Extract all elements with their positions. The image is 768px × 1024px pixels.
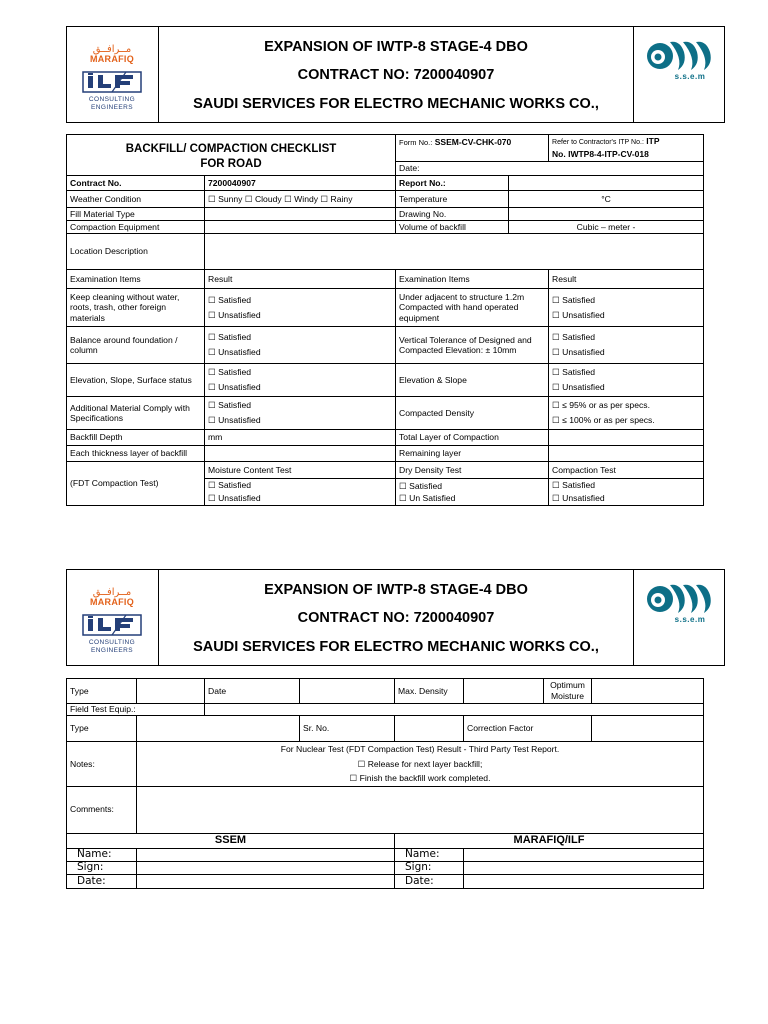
correction-factor-value[interactable] xyxy=(592,716,704,742)
itp-label: Refer to Contractor's ITP No.: xyxy=(552,139,644,146)
max-density-label: Max. Density xyxy=(395,679,464,704)
ilf-logo-icon xyxy=(82,71,142,93)
temperature-label: Temperature xyxy=(396,191,509,208)
total-layer-value[interactable] xyxy=(549,430,704,446)
ssem-logo-icon xyxy=(646,38,712,70)
total-layer-label: Total Layer of Compaction xyxy=(396,430,549,446)
correction-factor-label: Correction Factor xyxy=(464,716,592,742)
ilf-logo-icon xyxy=(82,614,142,636)
client-name-value[interactable] xyxy=(464,848,704,861)
unsatisfied-checkbox[interactable]: ☐ Unsatisfied xyxy=(208,493,261,503)
form-no-cell xyxy=(396,135,549,162)
result-header-right: Result xyxy=(549,270,704,289)
exam-items-header-left: Examination Items xyxy=(67,270,205,289)
exam-item-compacted-density: Compacted Density xyxy=(396,397,549,430)
ilf-consulting-text: CONSULTING xyxy=(88,639,136,646)
unsatisfied-checkbox[interactable]: ☐ Unsatisfied xyxy=(552,493,605,503)
optimum-moisture-value[interactable] xyxy=(592,679,704,704)
equip-type-value[interactable] xyxy=(137,716,300,742)
document-header-page2 xyxy=(66,569,725,666)
result-additional-material[interactable] xyxy=(205,397,396,430)
report-no-value[interactable] xyxy=(509,176,704,191)
fill-material-value[interactable] xyxy=(205,208,396,221)
unsatisfied-checkbox[interactable]: ☐ Unsatisfied xyxy=(552,382,605,392)
exam-item-adjacent: Under adjacent to structure 1.2m Compacted with hand operated equipment xyxy=(396,289,549,327)
ssem-sign-value[interactable] xyxy=(137,861,395,874)
unsatisfied-checkbox[interactable]: ☐ Unsatisfied xyxy=(552,309,605,320)
report-no-label: Report No.: xyxy=(396,176,509,191)
exam-item-additional-material: Additional Material Comply with Specifications xyxy=(67,397,205,430)
each-thickness-label: Each thickness layer of backfill xyxy=(67,446,205,462)
form-no-value: SSEM-CV-CHK-070 xyxy=(434,137,512,147)
project-title: EXPANSION OF IWTP-8 STAGE-4 DBO xyxy=(264,39,528,55)
satisfied-checkbox[interactable]: ☐ Satisfied xyxy=(552,480,596,490)
test-results-table xyxy=(66,678,704,889)
result-compaction[interactable] xyxy=(549,479,704,506)
unsatisfied-checkbox[interactable]: ☐ Unsatisfied xyxy=(208,415,261,425)
result-dry-density[interactable] xyxy=(396,479,549,506)
client-date-label: Date: xyxy=(395,874,464,888)
ssem-name-value[interactable] xyxy=(137,848,395,861)
ssem-logo-icon xyxy=(646,581,712,613)
date-value[interactable] xyxy=(300,679,395,704)
compaction-equipment-value[interactable] xyxy=(205,221,396,234)
ssem-logo-text: s.s.e.m xyxy=(674,615,706,624)
location-label: Location Description xyxy=(67,234,205,270)
notes-label: Notes: xyxy=(67,742,137,787)
compaction-test-label: Compaction Test xyxy=(549,462,704,479)
volume-label: Volume of backfill xyxy=(396,221,509,234)
ilf-consulting-text: CONSULTING xyxy=(88,96,136,103)
satisfied-checkbox[interactable]: ☐ Satisfied xyxy=(208,367,252,377)
document-header xyxy=(66,26,725,123)
ssem-logo-text: s.s.e.m xyxy=(674,72,706,81)
client-logos xyxy=(67,27,159,122)
sr-no-value[interactable] xyxy=(395,716,464,742)
weather-options[interactable]: ☐ Sunny ☐ Cloudy ☐ Windy ☐ Rainy xyxy=(205,191,396,208)
temperature-unit[interactable]: °C xyxy=(509,191,704,208)
backfill-depth-label: Backfill Depth xyxy=(67,430,205,446)
itp-value-part1: ITP xyxy=(646,136,660,146)
checklist-title-line2: FOR ROAD xyxy=(200,157,262,170)
contract-no-value: 7200040907 xyxy=(205,176,396,191)
comments-value[interactable] xyxy=(137,786,704,833)
each-thickness-value[interactable] xyxy=(205,446,396,462)
company-title: SAUDI SERVICES FOR ELECTRO MECHANIC WORKS CO., xyxy=(193,639,599,655)
result-elevation-slope[interactable] xyxy=(549,364,704,397)
remaining-layer-value[interactable] xyxy=(549,446,704,462)
exam-items-header-right: Examination Items xyxy=(396,270,549,289)
form-no-label: Form No.: xyxy=(399,138,433,147)
result-moisture[interactable] xyxy=(205,479,396,506)
fdt-label: (FDT Compaction Test) xyxy=(67,462,205,506)
checklist-table xyxy=(66,134,704,506)
backfill-depth-value[interactable]: mm xyxy=(205,430,396,446)
contractor-logo xyxy=(633,570,724,665)
client-logos xyxy=(67,570,159,665)
satisfied-checkbox[interactable]: ☐ Satisfied xyxy=(399,481,443,491)
client-date-value[interactable] xyxy=(464,874,704,888)
result-elevation-surface[interactable] xyxy=(205,364,396,397)
exam-item-elevation-slope: Elevation & Slope xyxy=(396,364,549,397)
exam-item-balance: Balance around foundation / column xyxy=(67,327,205,364)
contractor-logo xyxy=(633,27,724,122)
marafiq-arabic-logo-text: مــرافــق xyxy=(92,44,132,55)
compaction-equipment-label: Compaction Equipment xyxy=(67,221,205,234)
location-value[interactable] xyxy=(205,234,704,270)
contract-title: CONTRACT NO: 7200040907 xyxy=(297,67,495,83)
result-balance[interactable] xyxy=(205,327,396,364)
result-cleaning[interactable] xyxy=(205,289,396,327)
date-cell xyxy=(396,162,704,176)
ssem-signature-header: SSEM xyxy=(67,833,395,848)
marafiq-arabic-logo-text: مــرافــق xyxy=(92,587,132,598)
field-test-value[interactable] xyxy=(205,704,704,716)
exam-item-cleaning: Keep cleaning without water, roots, trash, other foreign materials xyxy=(67,289,205,327)
ilf-engineers-text: ENGINEERS xyxy=(91,647,133,654)
weather-label: Weather Condition xyxy=(67,191,205,208)
result-vertical-tolerance[interactable] xyxy=(549,327,704,364)
checklist-title xyxy=(67,135,396,176)
unsatisfied-checkbox[interactable]: ☐ Unsatisfied xyxy=(552,347,605,357)
satisfied-checkbox[interactable]: ☐ Satisfied xyxy=(208,480,252,490)
volume-unit[interactable]: Cubic – meter - xyxy=(509,221,704,234)
satisfied-checkbox[interactable]: ☐ Satisfied xyxy=(552,294,596,305)
marafiq-ilf-signature-header: MARAFIQ/ILF xyxy=(395,833,704,848)
satisfied-checkbox[interactable]: ☐ Satisfied xyxy=(208,332,252,342)
result-compacted-density[interactable] xyxy=(549,397,704,430)
remaining-layer-label: Remaining layer xyxy=(396,446,549,462)
result-header-left: Result xyxy=(205,270,396,289)
marafiq-logo-text: MARAFIQ xyxy=(89,54,135,64)
drawing-no-value[interactable] xyxy=(509,208,704,221)
satisfied-checkbox[interactable]: ☐ Satisfied xyxy=(208,294,252,305)
moisture-test-label: Moisture Content Test xyxy=(205,462,396,479)
density-100-checkbox[interactable]: ☐ ≤ 100% or as per specs. xyxy=(552,415,655,425)
date-label: Date xyxy=(205,679,300,704)
unsatisfied-checkbox[interactable]: ☐ Unsatisfied xyxy=(208,347,261,357)
finish-backfill-checkbox[interactable]: ☐ Finish the backfill work completed. xyxy=(349,773,491,783)
optimum-moisture-line1: Optimum xyxy=(550,680,585,690)
field-test-label: Field Test Equip.: xyxy=(67,704,205,716)
contract-no-label: Contract No. xyxy=(67,176,205,191)
exam-item-elevation-surface: Elevation, Slope, Surface status xyxy=(67,364,205,397)
satisfied-checkbox[interactable]: ☐ Satisfied xyxy=(208,400,252,410)
type-value[interactable] xyxy=(137,679,205,704)
itp-reference-cell xyxy=(549,135,704,162)
date-label: Date: xyxy=(399,163,420,174)
notes-content xyxy=(137,742,704,787)
optimum-moisture-label xyxy=(544,679,592,704)
type-label: Type xyxy=(67,679,137,704)
client-sign-label: Sign: xyxy=(395,861,464,874)
optimum-moisture-line2: Moisture xyxy=(551,691,584,701)
ssem-date-label: Date: xyxy=(67,874,137,888)
fill-material-label: Fill Material Type xyxy=(67,208,205,221)
dry-density-label: Dry Density Test xyxy=(396,462,549,479)
satisfied-checkbox[interactable]: ☐ Satisfied xyxy=(552,367,596,377)
client-name-label: Name: xyxy=(395,848,464,861)
unsatisfied-checkbox[interactable]: ☐ Unsatisfied xyxy=(208,382,261,392)
exam-item-vertical-tolerance: Vertical Tolerance of Designed and Compacted Elevation: ± 10mm xyxy=(396,327,549,364)
company-title: SAUDI SERVICES FOR ELECTRO MECHANIC WORKS CO., xyxy=(193,96,599,112)
density-95-checkbox[interactable]: ☐ ≤ 95% or as per specs. xyxy=(552,400,650,410)
project-title: EXPANSION OF IWTP-8 STAGE-4 DBO xyxy=(264,582,528,598)
drawing-no-label: Drawing No. xyxy=(396,208,509,221)
marafiq-logo-text: MARAFIQ xyxy=(89,597,135,607)
release-next-layer-checkbox[interactable]: ☐ Release for next layer backfill; xyxy=(357,758,483,769)
satisfied-checkbox[interactable]: ☐ Satisfied xyxy=(552,332,596,342)
itp-value-part2: No. IWTP8-4-ITP-CV-018 xyxy=(552,148,649,159)
checklist-title-line1: BACKFILL/ COMPACTION CHECKLIST xyxy=(125,142,337,155)
ssem-name-label: Name: xyxy=(67,848,137,861)
equip-type-label: Type xyxy=(67,716,137,742)
ssem-sign-label: Sign: xyxy=(67,861,137,874)
sr-no-label: Sr. No. xyxy=(300,716,395,742)
unsatisfied-checkbox[interactable]: ☐ Un Satisfied xyxy=(399,493,456,503)
client-sign-value[interactable] xyxy=(464,861,704,874)
ssem-date-value[interactable] xyxy=(137,874,395,888)
comments-label: Comments: xyxy=(67,786,137,833)
result-adjacent[interactable] xyxy=(549,289,704,327)
max-density-value[interactable] xyxy=(464,679,544,704)
unsatisfied-checkbox[interactable]: ☐ Unsatisfied xyxy=(208,309,261,320)
contract-title: CONTRACT NO: 7200040907 xyxy=(297,610,495,626)
ilf-engineers-text: ENGINEERS xyxy=(91,104,133,111)
notes-line1: For Nuclear Test (FDT Compaction Test) Result - Third Party Test Report. xyxy=(280,744,560,754)
